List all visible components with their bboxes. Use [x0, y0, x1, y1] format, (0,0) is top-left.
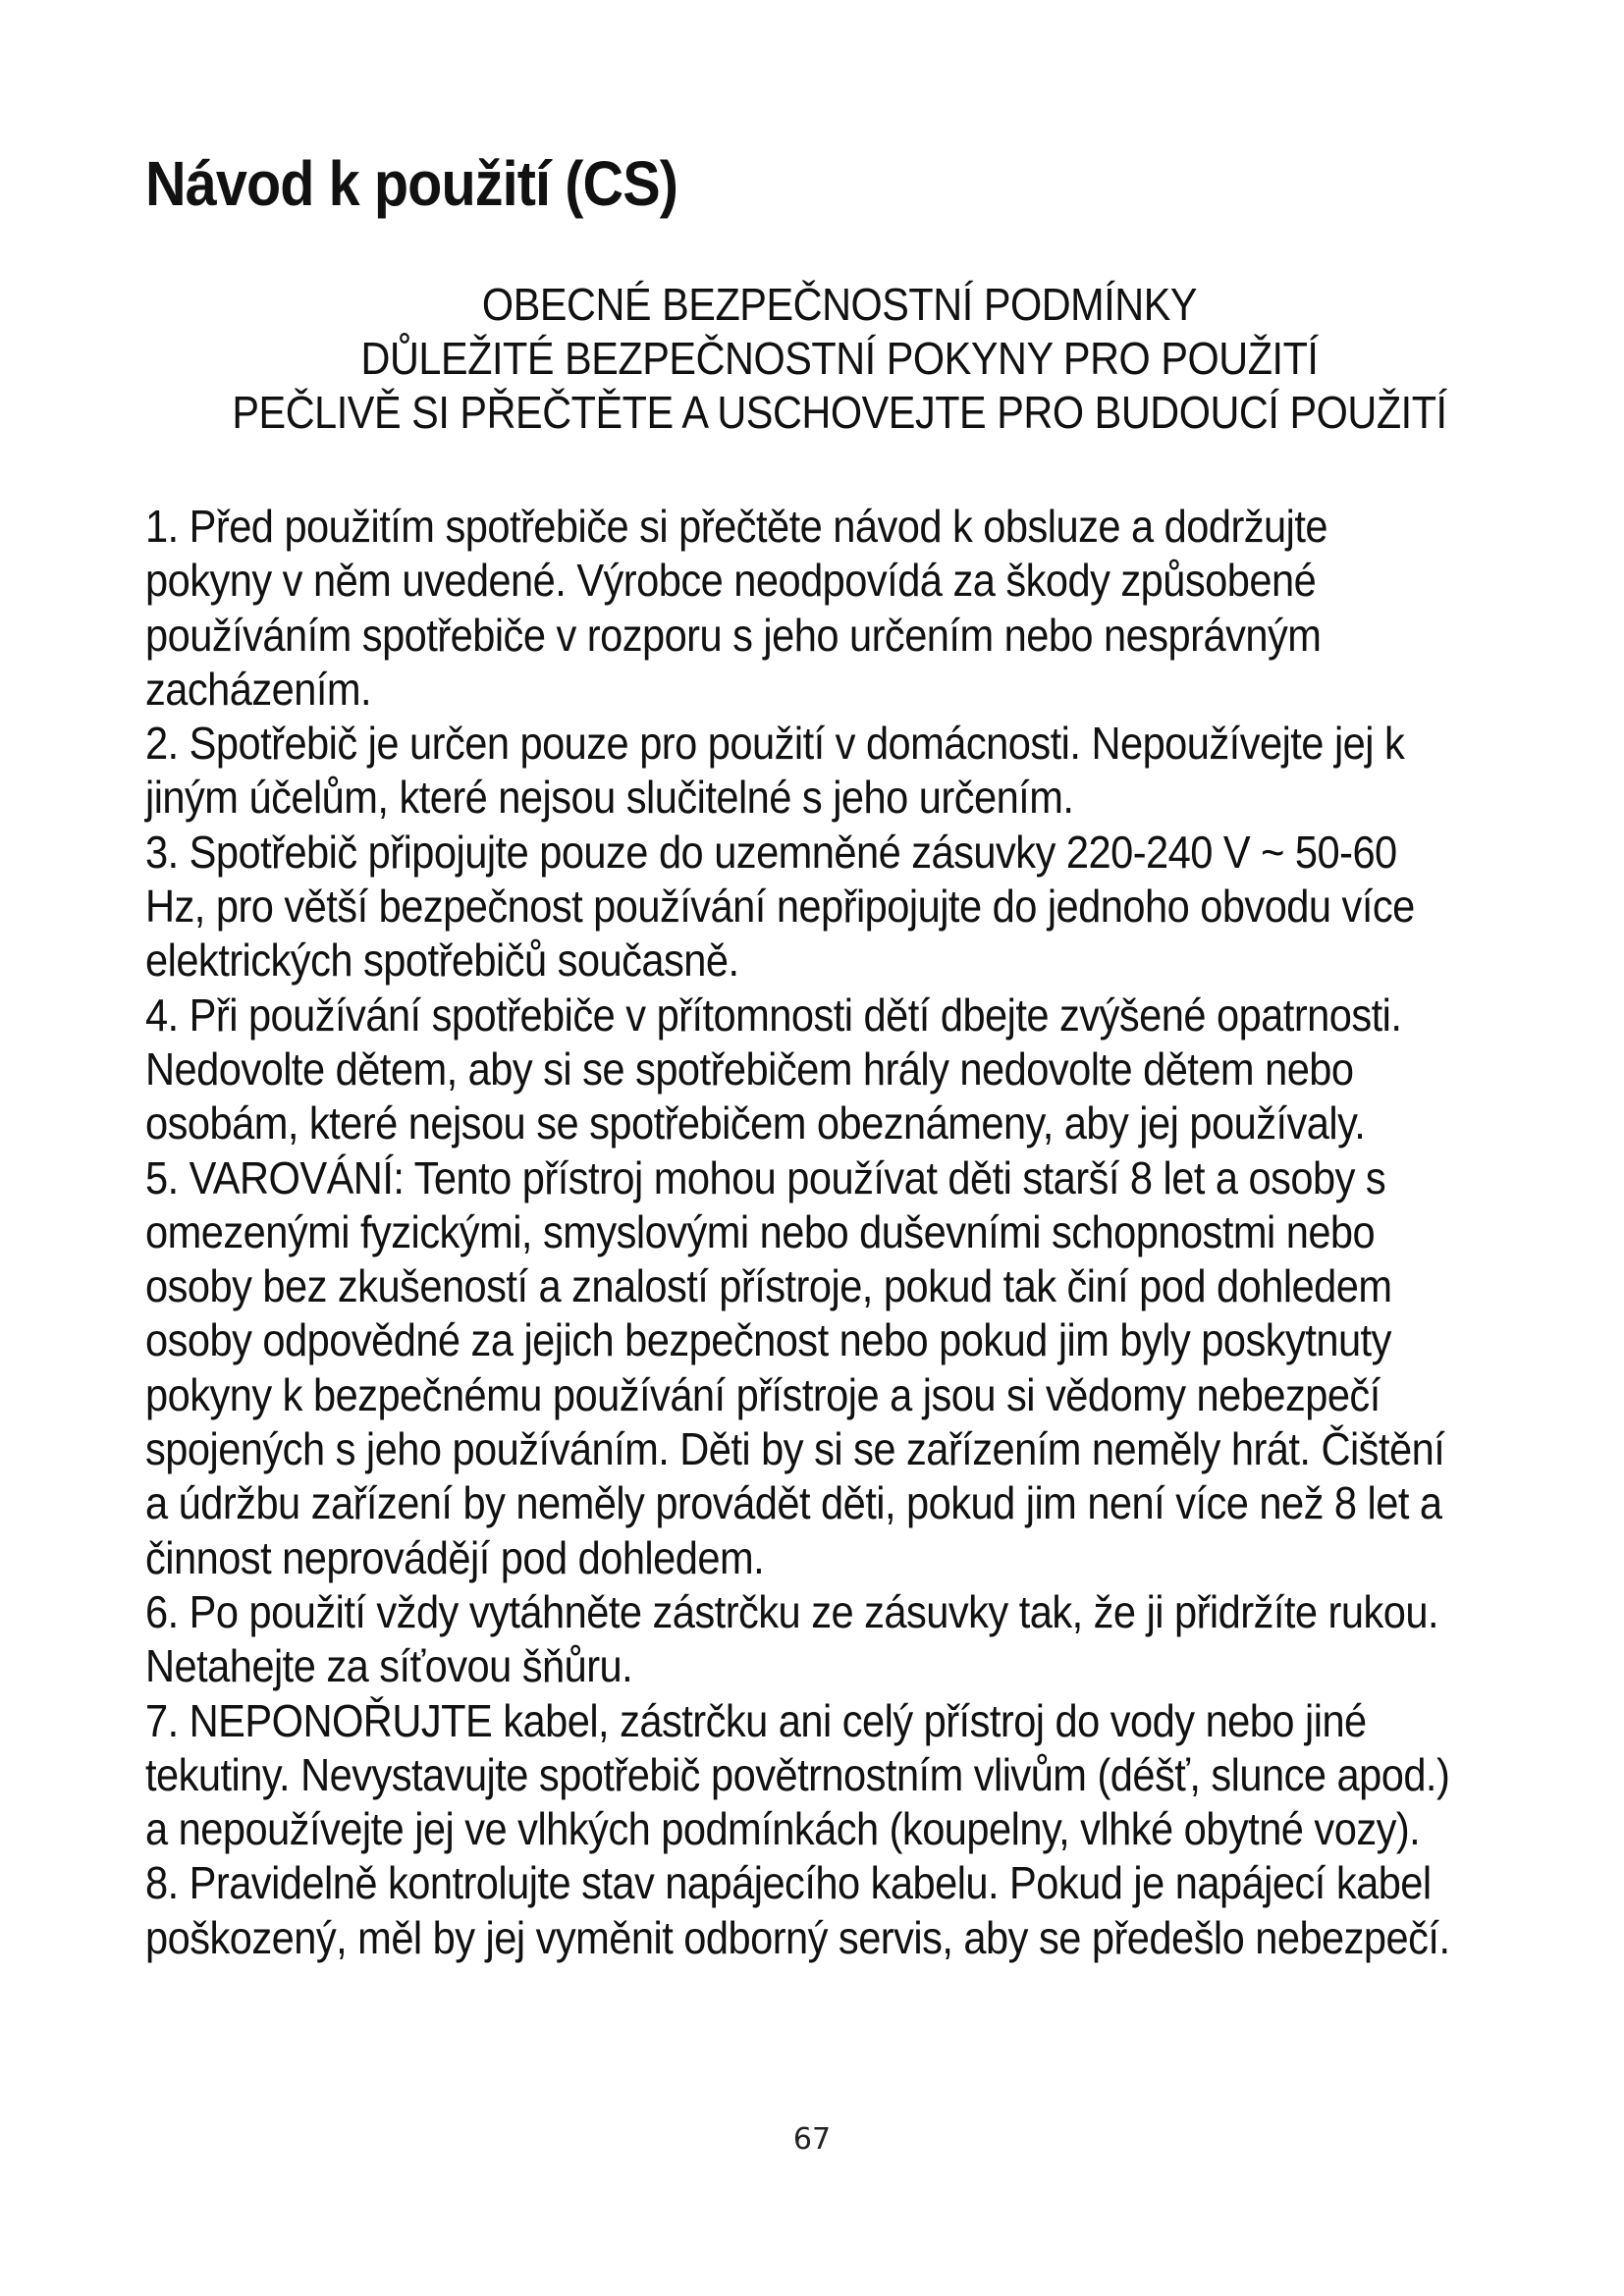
text-line: spojených s jeho používáním. Děti by si se zařízením neměly hrát. Čištění — [145, 1423, 1445, 1475]
heading-important-instructions: DŮLEŽITÉ BEZPEČNOSTNÍ POKYNY PRO POUŽITÍ — [360, 333, 1319, 384]
text-line: činnost neprovádějí pod dohledem. — [145, 1531, 765, 1583]
text-line: Hz, pro větší bezpečnost používání nepřipojujte do jednoho obvodu více — [145, 881, 1415, 933]
text-line: 7. NEPONOŘUJTE kabel, zástrčku ani celý přístroj do vody nebo jiné — [145, 1694, 1367, 1746]
text-line: 3. Spotřebič připojujte pouze do uzemněné zásuvky 220-240 V ~ 50-60 — [145, 826, 1397, 878]
text-line: osobám, které nejsou se spotřebičem obeznámeny, aby jej používaly. — [145, 1097, 1366, 1149]
text-line: jiným účelům, které nejsou slučitelné s jeho určením. — [145, 772, 1074, 824]
text-line: 4. Při používání spotřebiče v přítomnosti dětí dbejte zvýšené opatrnosti. — [145, 988, 1402, 1041]
text-line: a údržbu zařízení by neměly provádět děti, pokud jim není více než 8 let a — [145, 1477, 1442, 1529]
instructions-body — [145, 500, 1624, 1965]
text-line: používáním spotřebiče v rozporu s jeho určením nebo nesprávným — [145, 609, 1322, 661]
text-line: Netahejte za síťovou šňůru. — [145, 1640, 633, 1692]
text-line: 5. VAROVÁNÍ: Tento přístroj mohou používat děti starší 8 let a osoby s — [145, 1151, 1386, 1203]
safety-headings — [147, 278, 1532, 440]
text-line: zacházením. — [145, 663, 372, 715]
heading-read-and-keep: PEČLIVĚ SI PŘEČTĚTE A USCHOVEJTE PRO BUDOUCÍ POUŽITÍ — [232, 387, 1447, 438]
text-line: osoby odpovědné za jejich bezpečnost nebo pokud jim byly poskytnuty — [145, 1314, 1391, 1366]
page-number: 67 — [792, 2122, 832, 2157]
text-line: omezenými fyzickými, smyslovými nebo duševními schopnostmi nebo — [145, 1205, 1376, 1257]
text-line: pokyny k bezpečnému používání přístroje a jsou si vědomy nebezpečí — [145, 1368, 1380, 1420]
text-line: Nedovolte dětem, aby si se spotřebičem hrály nedovolte dětem nebo — [145, 1042, 1354, 1095]
text-line: 2. Spotřebič je určen pouze pro použití v domácnosti. Nepoužívejte jej k — [145, 718, 1405, 770]
text-line: tekutiny. Nevystavujte spotřebič povětrnostním vlivům (déšť, slunce apod.) — [145, 1748, 1450, 1800]
text-line: 1. Před použitím spotřebiče si přečtěte návod k obsluze a dodržujte — [145, 501, 1327, 552]
heading-general-safety: OBECNÉ BEZPEČNOSTNÍ PODMÍNKY — [481, 279, 1198, 330]
text-line: elektrických spotřebičů současně. — [145, 934, 739, 987]
text-line: 6. Po použití vždy vytáhněte zástrčku ze zásuvky tak, že ji přidržíte rukou. — [145, 1585, 1438, 1637]
text-line: a nepoužívejte jej ve vlhkých podmínkách (koupelny, vlhké obytné vozy). — [145, 1803, 1421, 1855]
text-line: osoby bez zkušeností a znalostí přístroje, pokud tak činí pod dohledem — [145, 1260, 1392, 1312]
text-line: poškozený, měl by jej vyměnit odborný servis, aby se předešlo nebezpečí. — [145, 1911, 1450, 1963]
text-line: 8. Pravidelně kontrolujte stav napájecího kabelu. Pokud je napájecí kabel — [145, 1857, 1432, 1909]
page-title: Návod k použití (CS) — [145, 148, 677, 219]
text-line: pokyny v něm uvedené. Výrobce neodpovídá za škody způsobené — [145, 555, 1317, 607]
